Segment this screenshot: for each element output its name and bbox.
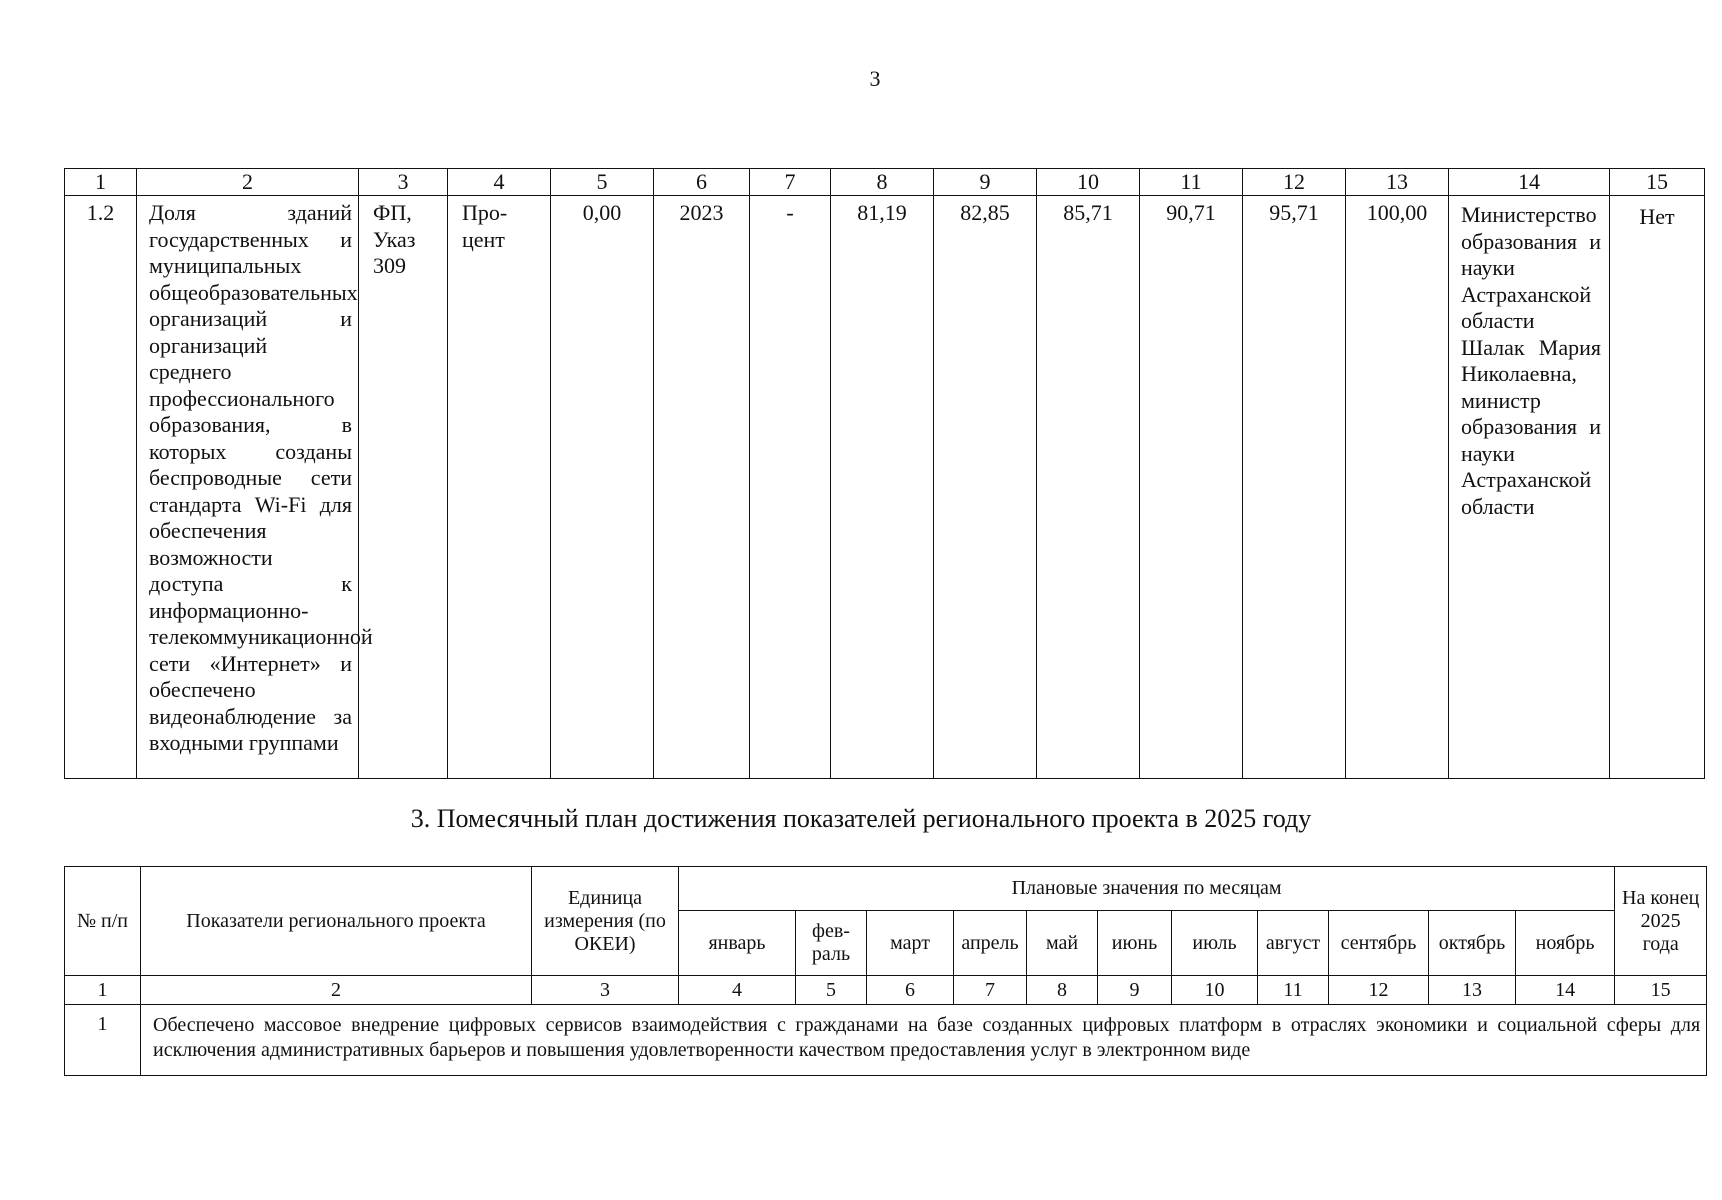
column-number: 15 [1615,976,1707,1005]
month-cell: май [1027,911,1098,976]
row-number: 1 [65,1005,141,1076]
table-row [65,196,1705,779]
column-number-row [65,169,1705,196]
column-number: 8 [831,169,934,196]
base-value: 0,00 [551,196,654,779]
column-number: 7 [750,169,831,196]
row-number: 1.2 [65,196,137,779]
column-number-row [65,976,1707,1005]
column-number: 15 [1610,169,1705,196]
header-row [65,867,1707,911]
indicators-table [64,168,1705,779]
table-row [65,1005,1707,1076]
column-number: 13 [1429,976,1516,1005]
column-number: 2 [137,169,359,196]
column-number: 12 [1243,169,1346,196]
header-cell: Показатели регионального проекта [141,867,532,976]
source-cell [359,196,448,779]
source-line: ФП, [373,200,412,225]
section-title: 3. Помесячный план достижения показателей регионального проекта в 2025 году [410,804,1312,833]
month-cell: фев-раль [796,911,867,976]
header-cell [1615,867,1707,976]
month-cell: октябрь [1429,911,1516,976]
column-number: 14 [1449,169,1610,196]
column-number: 12 [1329,976,1429,1005]
unit-line: Про- [462,200,508,225]
value-cell: 81,19 [831,196,934,779]
month-cell: апрель [954,911,1027,976]
page-number: 3 [869,66,881,91]
header-cell: Единица измерения (по ОКЕИ) [532,867,679,976]
value-cell: 82,85 [934,196,1037,779]
column-number: 11 [1140,169,1243,196]
month-cell: июль [1172,911,1258,976]
value-cell: 100,00 [1346,196,1449,779]
column-number: 1 [65,976,141,1005]
column-number: 2 [141,976,532,1005]
column-number: 5 [551,169,654,196]
column-number: 8 [1027,976,1098,1005]
monthly-plan-table [64,866,1707,1076]
column-number: 5 [796,976,867,1005]
column-number: 6 [867,976,954,1005]
column-number: 7 [954,976,1027,1005]
column-number: 9 [1098,976,1172,1005]
header-cell: № п/п [65,867,141,976]
column-number: 3 [532,976,679,1005]
result-description: Обеспечено массовое внедрение цифровых сервисов взаимодействия с гражданами на базе созданных цифровых платформ в отраслях экономики и социальной сферы для исключения административных барьеров и повышения удовлетворенности качеством предоставления услуг в электронном виде [141,1005,1707,1076]
column-number: 4 [679,976,796,1005]
header-line: На конец [1622,886,1700,909]
column-number: 14 [1516,976,1615,1005]
month-cell: март [867,911,954,976]
column-number: 3 [359,169,448,196]
header-cell: Плановые значения по месяцам [679,867,1615,911]
column-number: 6 [654,169,750,196]
unit-line: цент [462,226,505,252]
column-number: 10 [1037,169,1140,196]
column-number: 4 [448,169,551,196]
header-line: 2025 [1640,909,1681,932]
source-line: 309 [373,253,406,278]
column-number: 9 [934,169,1037,196]
column-number: 10 [1172,976,1258,1005]
value-cell: 85,71 [1037,196,1140,779]
source-line: Указ [373,226,416,252]
value-cell: 90,71 [1140,196,1243,779]
indicator-name: Доля зданий государственных и муниципальных общеобразовательных организаций и организаций среднего профессионального образования, в которых созданы беспроводные сети стандарта Wi-Fi для обеспечения возможности доступа к информационно-телекоммуникационной сети «Интернет» и обеспечено видеонаблюдение за входными группами [137,196,359,779]
column-number: 1 [65,169,137,196]
unit-cell [448,196,551,779]
value-cell: 95,71 [1243,196,1346,779]
column-number: 13 [1346,169,1449,196]
month-cell: ноябрь [1516,911,1615,976]
month-cell: август [1258,911,1329,976]
month-cell: июнь [1098,911,1172,976]
base-year: 2023 [654,196,750,779]
month-cell: январь [679,911,796,976]
responsible-person: Министерство образования и науки Астраханской области Шалак Мария Николаевна, министр образования и науки Астраханской области [1449,196,1610,779]
value-cell: Нет [1610,196,1705,779]
header-line: года [1642,932,1679,955]
value-cell: - [750,196,831,779]
month-cell: сентябрь [1329,911,1429,976]
column-number: 11 [1258,976,1329,1005]
